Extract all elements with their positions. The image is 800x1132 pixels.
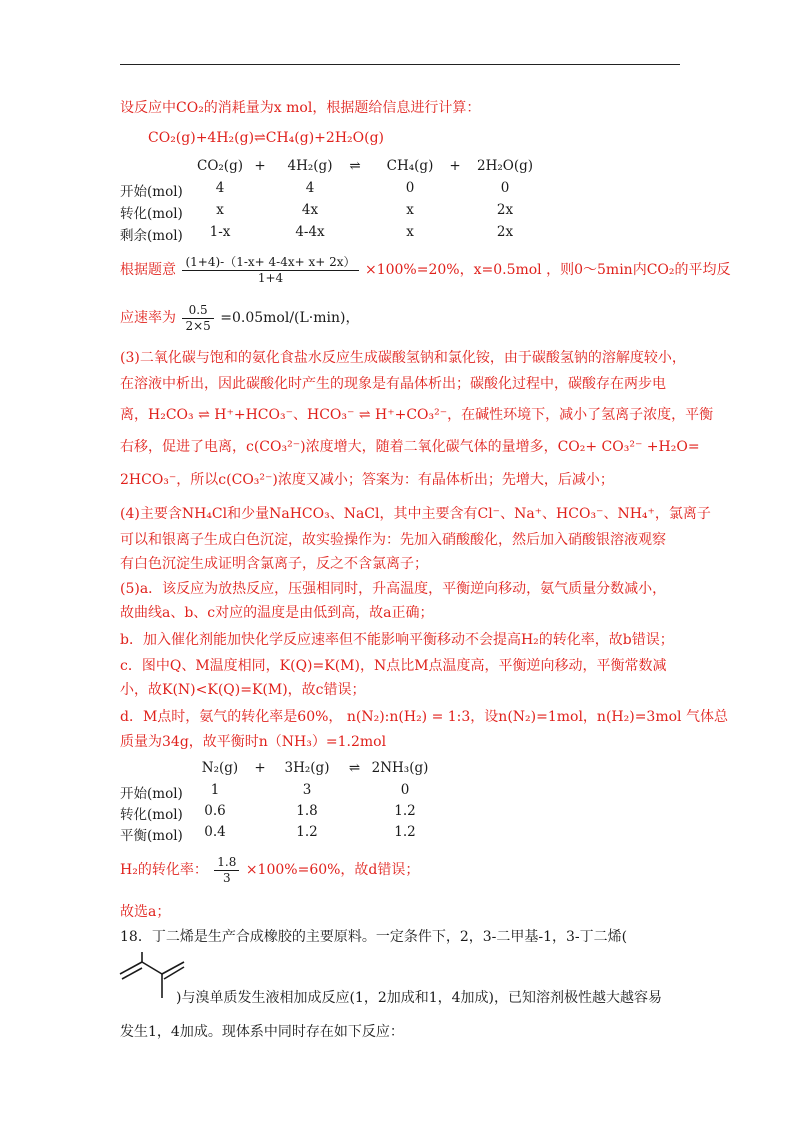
t2-r2-c2: 1.2 [394,824,416,840]
t1-h5: + [449,158,461,174]
q18-line-3: 发生1，4加成。现体系中同时存在如下反应： [120,1024,404,1040]
calc1-prefix: 根据题意 [120,262,176,278]
para-1: 设反应中CO₂的消耗量为x mol，根据题给信息进行计算： [120,100,481,116]
p4-line-0: (4)主要含NH₄Cl和少量NaHCO₃、NaCl，其中主要含有Cl⁻、Na⁺、HCO₃⁻、NH₄⁺，氯离子 [120,506,711,522]
p5-line-3: c．图中Q、M温度相同，K(Q)=K(M)，N点比M点温度高，平衡逆向移动，平衡常数减 [120,658,667,674]
ice-table-2 [120,760,440,846]
calc-line-1 [120,254,731,286]
t1-h2: 4H₂(g) [287,158,333,174]
p5-line-6: 质量为34g，故平衡时n（NH₃）=1.2mol [120,734,387,750]
calc1-fraction [182,255,358,286]
t2-h0: N₂(g) [201,760,239,776]
q18-line-2: )与溴单质发生液相加成反应(1，2加成和1，4加成)，已知溶剂极性越大越容易 [176,990,663,1006]
t2-r2-c0: 0.4 [204,824,226,840]
p4-line-2: 有白色沉淀生成证明含氯离子，反之不含氯离子； [120,556,428,572]
t1-h1: + [254,158,266,174]
t1-r0-label: 开始(mol) [120,184,183,200]
calc3-tail: ×100%=60%，故d错误； [245,862,420,878]
calc2-fraction [182,303,213,334]
calc-line-3 [120,852,419,888]
p4-line-1: 可以和银离子生成白色沉淀，故实验操作为：先加入硝酸酸化，然后加入硝酸银溶液观察 [120,532,666,548]
calc1-tail: ×100%=20%，x=0.5mol ，则0～5min内CO₂的平均反 [364,262,731,278]
t1-r1-c2: x [406,202,414,218]
t2-r1-c1: 1.8 [296,803,318,819]
t1-r1-label: 转化(mol) [120,206,183,222]
t1-r0-c0: 4 [215,180,225,196]
equation-1: CO₂(g)+4H₂(g)⇌CH₄(g)+2H₂O(g) [148,130,385,146]
calc3-prefix: H₂的转化率： [120,862,208,878]
p5-line-4: 小，故K(N)<K(Q)=K(M)，故c错误； [120,682,366,698]
calc2-tail: =0.05mol/(L·min)， [220,310,360,326]
p3-line-3: 右移，促进了电离，c(CO₃²⁻)浓度增大，随着二氧化碳气体的量增多，CO₂+ CO₃²⁻ +H₂O= [120,439,700,455]
t2-h3: ⇌ [348,760,361,776]
calc3-fraction [214,855,239,886]
p3-line-0: (3)二氧化碳与饱和的氨化食盐水反应生成碳酸氢钠和氯化铵，由于碳酸氢钠的溶解度较小， [120,350,686,366]
t2-h4: 2NH₃(g) [371,760,429,776]
t1-r2-c0: 1-x [209,224,231,240]
t1-r2-c1: 4-4x [295,224,325,240]
q18-line-1: 18．丁二烯是生产合成橡胶的主要原料。一定条件下，2，3-二甲基-1，3-丁二烯( [120,929,628,945]
p3-line-4: 2HCO₃⁻，所以c(CO₃²⁻)浓度又减小；答案为：有晶体析出；先增大，后减小； [120,472,614,488]
calc2-num: 0.5 [182,303,213,319]
t2-r0-c1: 3 [302,782,312,798]
p3-line-2: 离，H₂CO₃ ⇌ H⁺+HCO₃⁻、HCO₃⁻ ⇌ H⁺+CO₃²⁻，在碱性环境下，减小了氢离子浓度，平衡 [120,407,714,423]
t1-r0-c2: 0 [405,180,415,196]
t1-r0-c1: 4 [305,180,315,196]
t1-h0: CO₂(g) [197,158,243,174]
t1-h6: 2H₂O(g) [476,158,534,174]
t2-r1-label: 转化(mol) [120,807,183,823]
t1-r1-c0: x [216,202,224,218]
calc2-den: 2×5 [185,318,211,333]
calc1-den: 1+4 [257,270,284,285]
t1-r2-c3: 2x [496,224,514,240]
p5-line-2: b．加入催化剂能加快化学反应速率但不能影响平衡移动不会提高H₂的转化率，故b错误； [120,632,674,648]
calc2-prefix: 应速率为 [120,310,176,326]
t2-r0-c0: 1 [210,782,220,798]
t1-h4: CH₄(g) [386,158,434,174]
t2-r2-label: 平衡(mol) [120,828,183,844]
conclusion: 故选a； [120,904,171,920]
p5-line-1: 故曲线a、b、c对应的温度是由低到高，故a正确； [120,605,434,621]
t1-r0-c3: 0 [500,180,510,196]
t1-r1-c3: 2x [496,202,514,218]
p3-line-1: 在溶液中析出，因此碳酸化时产生的现象是有晶体析出；碳酸化过程中，碳酸存在两步电 [120,376,666,392]
calc3-den: 3 [223,870,231,885]
t1-h3: ⇌ [349,158,361,174]
t2-r0-label: 开始(mol) [120,786,183,802]
p5-line-0: (5)a．该反应为放热反应，压强相同时，升高温度，平衡逆向移动，氨气质量分数减小， [120,581,667,597]
t2-h1: + [254,760,266,776]
calc1-num: (1+4)-（1-x+ 4-4x+ x+ 2x） [182,255,358,271]
t1-r1-c1: 4x [301,202,319,218]
calc-line-2 [120,302,359,334]
t2-r2-c1: 1.2 [296,824,318,840]
calc3-num: 1.8 [214,855,239,871]
t2-r1-c0: 0.6 [204,803,226,819]
t1-r2-label: 剩余(mol) [120,228,183,244]
t2-r1-c2: 1.2 [394,803,416,819]
t1-r2-c2: x [406,224,414,240]
t2-h2: 3H₂(g) [284,760,330,776]
t2-r0-c2: 0 [400,782,410,798]
header-rule [120,64,680,65]
p5-line-5: d．M点时，氨气的转化率是60%， n(N₂):n(H₂) = 1:3，设n(N₂)=1mol，n(H₂)=3mol 气体总 [120,709,728,725]
ice-table-1 [120,158,560,248]
